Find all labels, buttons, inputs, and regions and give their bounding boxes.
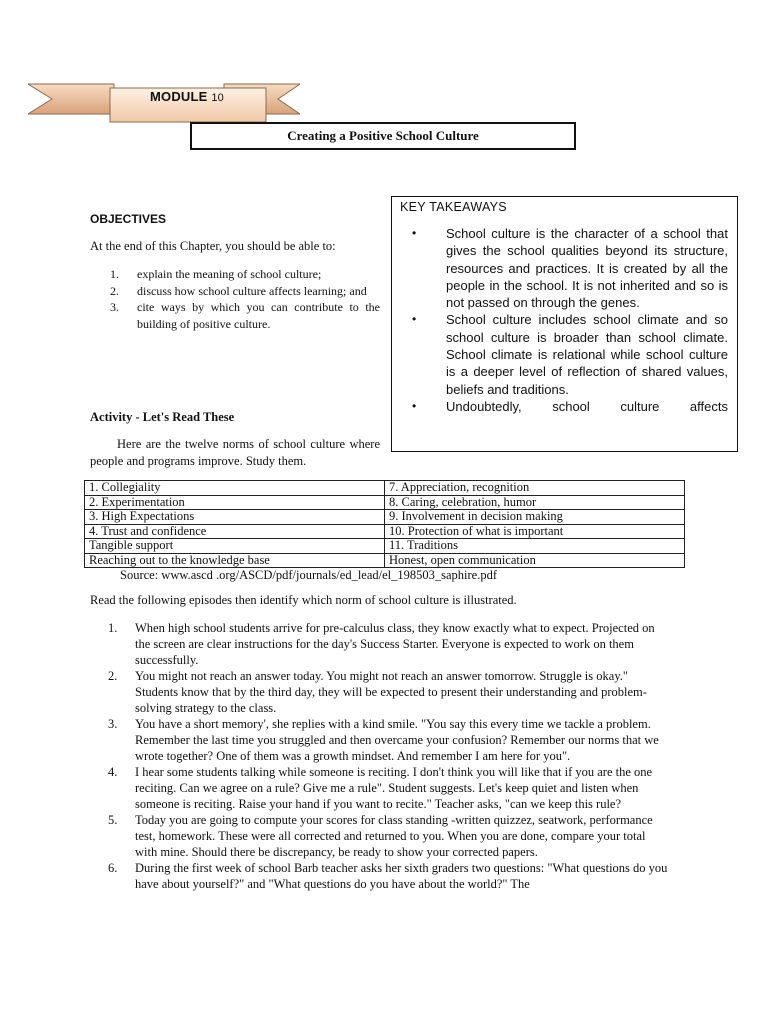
table-cell: 11. Traditions [385, 539, 685, 554]
episode-text: Today you are going to compute your scores for class standing -written quizzez, seatwork, performance test, homework. These were all corrected and returned to you. When you are done, compare your total with mine. Should there be discrepancy, be ready to show your corrected papers. [135, 813, 653, 859]
list-item [108, 812, 668, 860]
episode-number: 2. [108, 669, 118, 683]
objective-item [110, 283, 380, 300]
episode-number: 4. [108, 765, 118, 779]
takeaway-item [412, 398, 728, 415]
module-number: 10 [211, 92, 224, 104]
objective-number: 3. [110, 300, 119, 314]
table-row [85, 524, 685, 539]
takeaway-item [412, 311, 728, 397]
episode-text: During the first week of school Barb teacher asks her sixth graders two questions: "What questions do you have about yourself?" and "What questions do you have about the world?" The [135, 861, 668, 891]
episodes-list [108, 620, 668, 892]
norms-table [84, 480, 685, 568]
table-row [85, 481, 685, 496]
table-row [85, 553, 685, 568]
table-cell: 9. Involvement in decision making [385, 510, 685, 525]
table-cell: 7. Appreciation, recognition [385, 481, 685, 496]
objective-text: discuss how school culture affects learning; and [137, 283, 367, 298]
episode-text: You might not reach an answer today. You might not reach an answer tomorrow. Struggle is okay." Students know that by the third day, they will be expected to present their understanding and problem-solving strategy to the class. [135, 669, 647, 715]
key-takeaways-box [391, 196, 738, 452]
takeaway-text: School culture is the character of a school that gives the school qualities beyond its structure, resources and practices. It is created by all the people in the school. It is not inherited and so is not passed on through the genes. [446, 226, 728, 311]
episode-number: 6. [108, 861, 118, 875]
episode-number: 1. [108, 621, 118, 635]
table-cell: 4. Trust and confidence [85, 524, 385, 539]
table-row [85, 495, 685, 510]
objective-item [110, 266, 380, 283]
bullet-icon: • [412, 398, 417, 413]
list-item [108, 764, 668, 812]
takeaway-text: Undoubtedly, school culture affects [446, 398, 728, 414]
page-title [190, 122, 576, 150]
objective-text: cite ways by which you can contribute to the building of positive culture. [137, 300, 380, 331]
source-citation: Source: www.ascd .org/ASCD/pdf/journals/ed_lead/el_198503_saphire.pdf [120, 568, 498, 582]
bullet-icon: • [412, 312, 417, 327]
objective-number: 2. [110, 283, 119, 298]
table-cell: 3. High Expectations [85, 510, 385, 525]
key-takeaways-heading: KEY TAKEAWAYS [400, 200, 507, 214]
table-cell: Tangible support [85, 539, 385, 554]
bullet-icon: • [412, 226, 417, 240]
list-item [108, 668, 668, 716]
objectives-intro: At the end of this Chapter, you should be able to: [90, 239, 336, 253]
page-title-text: Creating a Positive School Culture [287, 128, 479, 143]
activity-heading: Activity - Let's Read These [90, 410, 235, 424]
objective-text: explain the meaning of school culture; [137, 267, 322, 281]
activity-text: Here are the twelve norms of school culture where people and programs improve. Study them. [90, 437, 380, 468]
table-row [85, 510, 685, 525]
takeaway-text: School culture includes school climate and so school culture is broader than school climate. School climate is relational while school culture is a deeper level of reflection of shared values, beliefs and traditions. [446, 312, 728, 397]
list-item [108, 860, 668, 892]
episode-text: You have a short memory', she replies with a kind smile. "You say this every time we tackle a problem. Remember the last time you struggled and then overcame your confusion? Remember our norms that we wrote together? One of them was a growth mindset. And remember I am here for you". [135, 717, 659, 763]
episode-number: 5. [108, 813, 118, 827]
module-text: MODULE [150, 89, 208, 104]
objectives-list [110, 266, 380, 332]
table-cell: 8. Caring, celebration, humor [385, 495, 685, 510]
table-cell: 2. Experimentation [85, 495, 385, 510]
objective-item [110, 299, 380, 332]
episode-text: When high school students arrive for pre-calculus class, they know exactly what to expect. Projected on the screen are clear instructions for the day's Success Starter. Everyone is expected to work on them successfully. [135, 621, 655, 667]
table-cell: 1. Collegiality [85, 481, 385, 496]
list-item [108, 620, 668, 668]
objective-number: 1. [110, 267, 119, 281]
takeaway-item [412, 225, 728, 311]
table-row [85, 539, 685, 554]
episode-text: I hear some students talking while someone is reciting. I don't think you will like that if you are the one reciting. Can we agree on a rule? Give me a rule". Student suggests. Let's keep quiet and listen when someone is reciting. Raise your hand if you want to recite." Teacher asks, "can we keep this rule? [135, 765, 653, 811]
objectives-heading: OBJECTIVES [90, 212, 167, 226]
table-cell: Reaching out to the knowledge base [85, 553, 385, 568]
read-instruction: Read the following episodes then identify which norm of school culture is illustrated. [90, 593, 517, 607]
key-takeaways-list [412, 225, 728, 415]
module-label [150, 89, 224, 104]
table-cell: 10. Protection of what is important [385, 524, 685, 539]
list-item [108, 716, 668, 764]
episode-number: 3. [108, 717, 118, 731]
table-cell: Honest, open communication [385, 553, 685, 568]
